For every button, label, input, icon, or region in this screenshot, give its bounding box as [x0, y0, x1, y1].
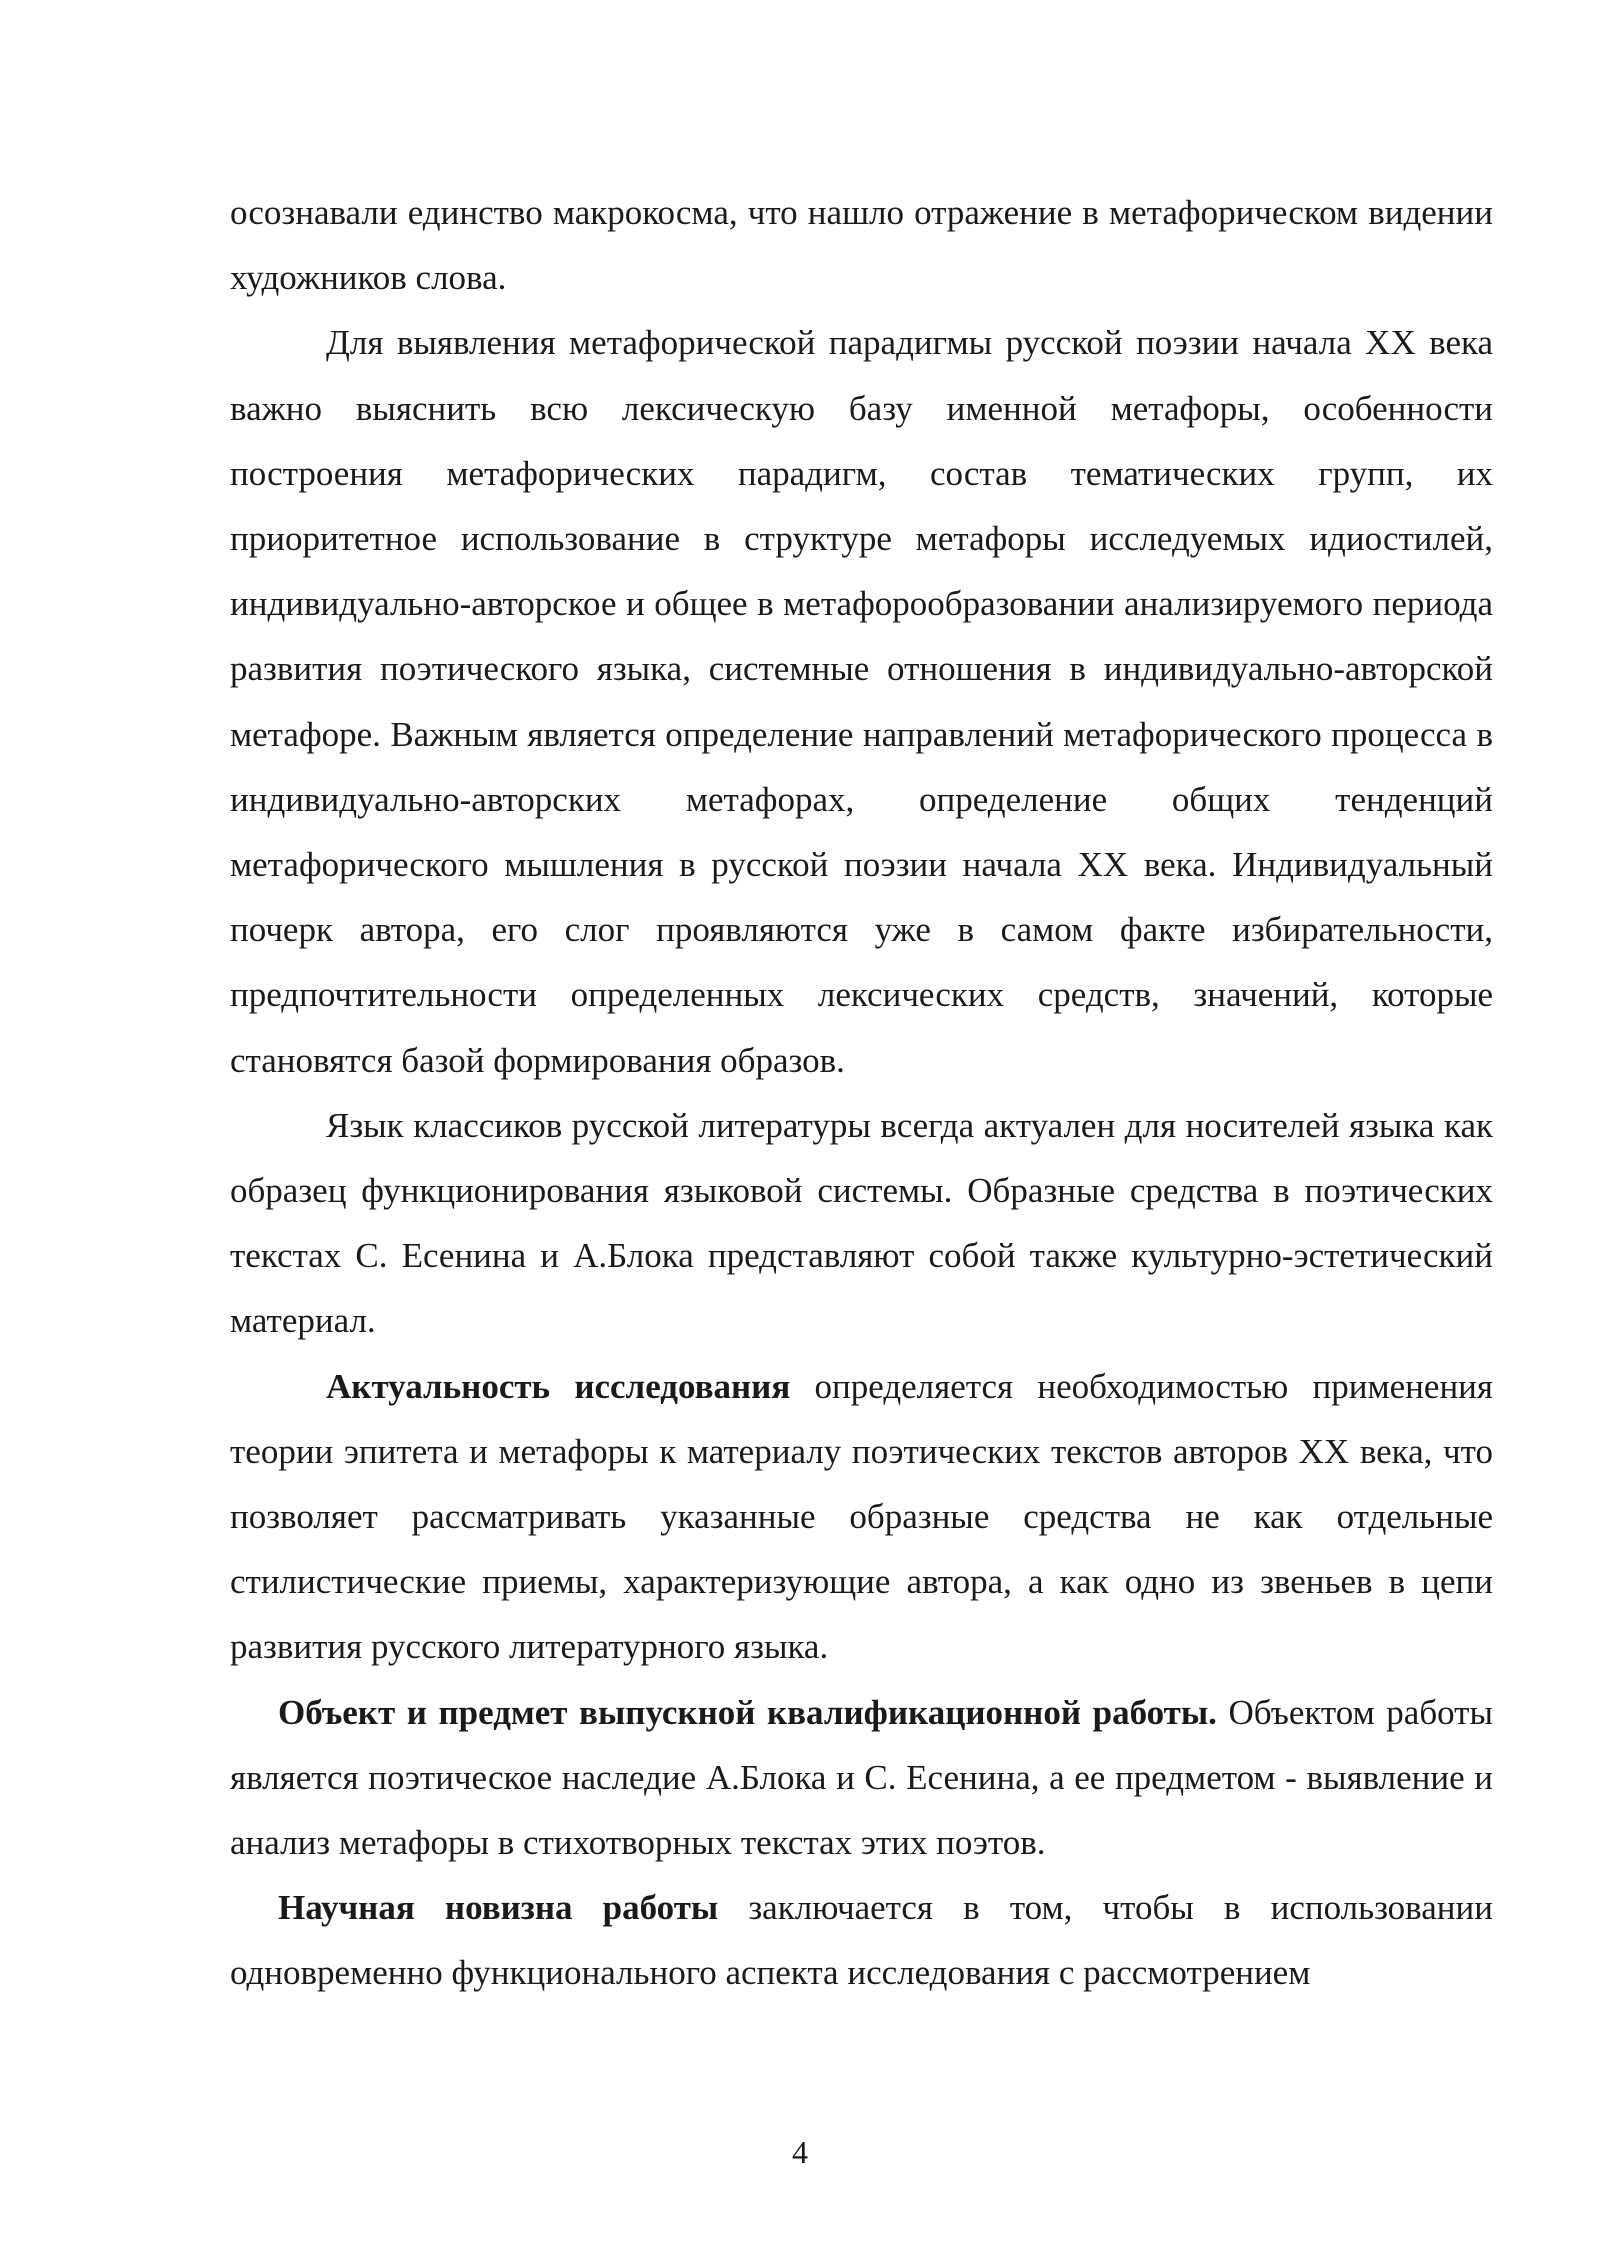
relevance-text: определяется необходимостью применения теории эпитета и метафоры к материалу поэтических текстов авторов XX века, что позволяет рассматривать указанные образные средства не как отдельные стилистические приемы, характеризующие автора, а как одно из звеньев в цепи развития русского литературного языка. — [230, 1366, 1494, 1667]
page-number: 4 — [792, 2134, 808, 2170]
paragraph-continuation: осознавали единство макрокосма, что нашло отражение в метафорическом видении художников слова. — [230, 193, 1493, 298]
novelty-heading: Научная новизна работы — [278, 1888, 719, 1928]
page-body — [230, 180, 1493, 2006]
paragraph-novelty — [230, 1875, 1493, 2005]
novelty-text: заключается в том, чтобы в использовании одновременно функционального аспекта исследования с рассмотрением — [230, 1888, 1493, 1993]
paragraph-classics-language: Язык классиков русской литературы всегда актуален для носителей языка как образец функционирования языковой системы. Образные средства в поэтических текстах С. Есенина и А.Блока представляют собой также культурно-эстетический материал. — [230, 1105, 1493, 1341]
paragraph-object-subject — [230, 1680, 1493, 1876]
paragraph-relevance — [230, 1354, 1493, 1680]
object-subject-heading: Объект и предмет выпускной квалификационной работы. — [278, 1692, 1217, 1732]
object-subject-text: Объектом работы является поэтическое наследие А.Блока и С. Есенина, а ее предметом - выявление и анализ метафоры в стихотворных текстах этих поэтов. — [230, 1692, 1493, 1863]
relevance-heading: Актуальность исследования — [326, 1366, 791, 1406]
paragraph-metaphor-paradigm: Для выявления метафорической парадигмы русской поэзии начала XX века важно выяснить всю лексическую базу именной метафоры, особенности построения метафорических парадигм, состав тематических групп, их приоритетное использование в структуре метафоры исследуемых идиостилей, индивидуально-авторское и общее в метафорообразовании анализируемого периода развития поэтического языка, системные отношения в индивидуально-авторской метафоре. Важным является определение направлений метафорического процесса в индивидуально-авторских метафорах, определение общих тенденций метафорического мышления в русской поэзии начала XX века. Индивидуальный почерк автора, его слог проявляются уже в самом факте избирательности, предпочтительности определенных лексических средств, значений, которые становятся базой формирования образов. — [230, 323, 1493, 1080]
